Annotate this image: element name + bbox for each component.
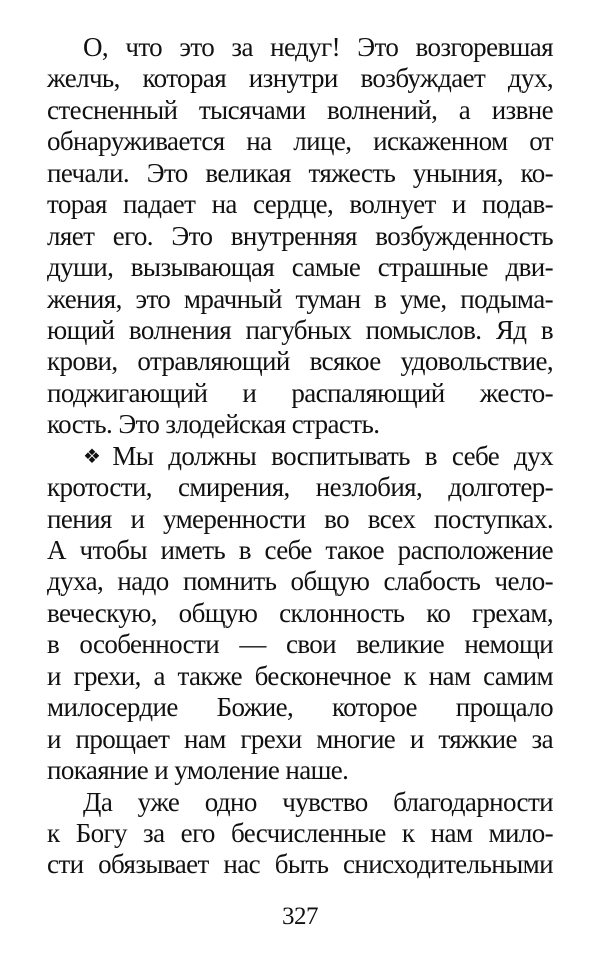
text-line: сти обязывает нас быть снисходительными (47, 849, 553, 880)
text-line: А чтобы иметь в себе такое расположение (47, 535, 553, 565)
text-line: желчь, которая изнутри возбуждает дух, (47, 63, 553, 94)
text-line: стесненный тысячами волнений, а извне (47, 94, 553, 125)
text-line: О, что это за недуг! Это возгоревшая (83, 32, 553, 62)
text-line (47, 441, 553, 472)
text-line: к Богу за его бесчисленные к нам мило- (47, 817, 553, 848)
text-line: Да уже одно чувство благодарности (83, 786, 553, 817)
paragraph-3 (47, 787, 553, 881)
text-line: поджигающий и распаляющий жесто- (47, 377, 553, 408)
text-line: пения и умеренности во всех поступках. (47, 503, 553, 534)
text-line: души, вызывающая самые страшные дви- (47, 252, 553, 283)
ornament-icon: ❖ (83, 445, 101, 468)
text-line: и грехи, а также бесконечное к нам самим (47, 660, 553, 691)
text-line: торая падает на сердце, волнует и подав- (47, 189, 553, 220)
page-text (47, 32, 553, 881)
text-line: печали. Это великая тяжесть уныния, ко- (47, 157, 553, 188)
text-line: жения, это мрачный туман в уме, подыма- (47, 283, 553, 314)
text-line: крови, отравляющий всякое удовольствие, (47, 346, 553, 377)
text-line: веческую, общую склонность ко грехам, (47, 597, 553, 628)
page-number: 327 (282, 903, 318, 930)
text-line: духа, надо помнить общую слабость чело- (47, 566, 553, 597)
text-line: ляет его. Это внутренняя возбужденность (47, 220, 553, 251)
paragraph-1 (47, 32, 553, 441)
text-line: покаяние и умоление наше. (47, 755, 349, 786)
text-line: и прощает нам грехи многие и тяжкие за (47, 723, 553, 754)
text-line: обнаруживается на лице, искаженном от (47, 126, 553, 157)
text-line: милосердие Божие, которое прощало (47, 692, 553, 723)
text-line: кротости, смирения, незлобия, долготер- (47, 472, 553, 503)
text-line-content: Мы должны воспитывать в себе дух (112, 440, 553, 471)
paragraph-2 (47, 441, 553, 787)
text-line: в особенности — свои великие немощи (47, 629, 553, 660)
text-line: кость. Это злодейская страсть. (47, 409, 380, 440)
text-line: ющий волнения пагубных помыслов. Яд в (47, 314, 553, 345)
